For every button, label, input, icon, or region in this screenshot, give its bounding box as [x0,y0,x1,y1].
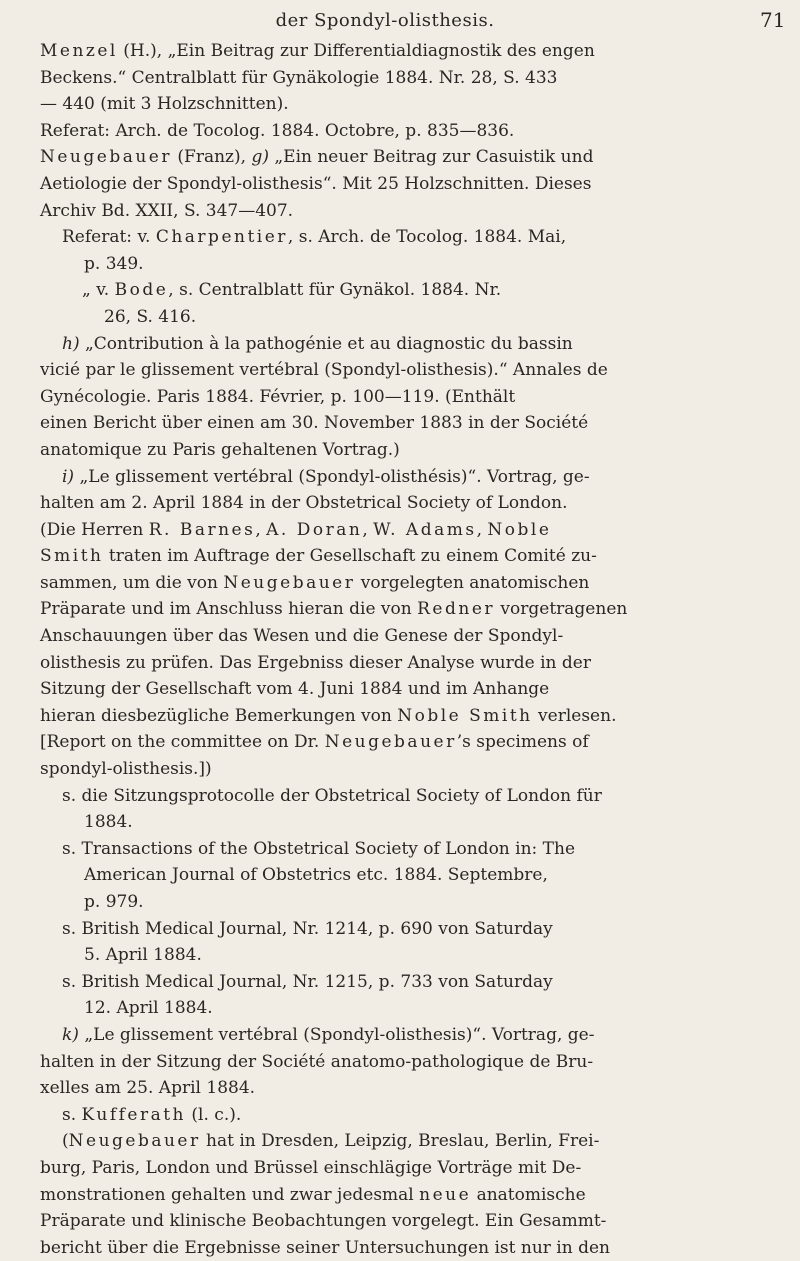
author-name: Neugebauer [40,147,172,168]
author-name: Menzel [40,41,118,61]
referat-bode: „ v. Bode, s. Centralblatt für Gynäkol. 1884. Nr. 26, S. 416. [82,280,502,327]
bibliography-entry-h: h) „Contribution à la pathogénie et au diagnostic du bassin [62,333,573,354]
entry-label: k) [62,1024,79,1045]
running-head: der Spondyl-olisthesis. [275,10,495,31]
bibliography-entry-k: k) „Le glissement vertébral (Spondyl-olisthesis)“. Vortrag, ge- [62,1024,595,1045]
bibliography-entry-menzel: Menzel (H.), „Ein Beitrag zur Differentialdiagnostik des engen Beckens.“ Centralblatt für Gynäkologie 1884. Nr. 28, S. 433 — 440 (mit 3 Holzschnitten). Referat: Arch. de Tocolog. 1884. Octobre, p. 835—836. [40,38,758,144]
page-body: Menzel (H.), „Ein Beitrag zur Differentialdiagnostik des engen Beckens.“ Centralblatt für Gynäkologie 1884. Nr. 28, S. 433 — 440 (mit 3 Holzschnitten). Referat: Arch. de Tocolog. 1884. Octobre, p. 835—836. Neugebauer (Franz), g) „Ein neuer Beitrag zur Casuistik und Aetiologie der Spondyl-olisthesis“. Mit 25 Holzschnitten. Dieses Archiv Bd. XXII, S. 347—407. Referat: v. Charpentier, s. Arch. de Tocolog. 1884. Mai, p. 349. „ v. Bode, s. Centralblatt für Gynäkol. 1884. Nr. 26, S. 416. h) „Contribution à la pathogénie et au diagnostic du bassin vicié par le glissement vertébral (Spondyl-olisthesis).“ Annales de Gynécologie. Paris 1884. Février, p. 100—119. (Enthält einen Bericht über einen am 30. November 1883 in der Société anatomique zu Paris gehaltenen Vortrag.) i) „Le glissement vertébral (Spondyl-olisthésis)“. Vortrag, ge- halten am 2. April 1884 in der Obstetrical Society of London. (Die Herren R. Barnes, A. Doran, W. Adams, Noble Smith traten im Auftrage der Gesellschaft zu einem Comité zu- sammen, um die von Neugebauer vorgelegten anatomischen Präparate und im Anschluss hieran die von Redner vorgetragenen Anschauungen über das Wesen und die Genese der Spondyl- olisthesis zu prüfen. Das Ergebniss dieser Analyse wurde in der Sitzung der Gesellschaft vom 4. Juni 1884 und im Anhange hieran diesbezügliche Bemerkungen von Noble Smith verlesen. [Report on the committee on Dr. Neugebauer’s specimens of spondyl-olisthesis.]) s. die Sitzungsprotocolle der Obstetrical Society of London für 1884. s. Transactions of the Obstetrical Society of London in: The American Journal of Obstetrics etc. 1884. Septembre, p. 979. s. British Medical Journal, Nr. 1214, p. 690 von Saturday 5. April 1884. s. British Medical Journal, Nr. 1215, p. 733 von Saturday 12. April 1884. k) „Le glissement vertébral (Spondyl-olisthesis)“. Vortrag, ge- halten in der Sitzung der Société anatomo-pathologique de Bru- xelles am 25. April 1884. s. Kufferath (l. c.). (Neugebauer hat in Dresden, Leipzig, Breslau, Berlin, Frei- burg, Paris, London und Brüssel einschlägige Vorträge mit De- monstrationen gehalten und zwar jedesmal neue anatomische Präparate und klinische Beobachtungen vorgelegt. Ein Gesammt- bericht über die Ergebnisse seiner Untersuchungen ist nur in den [40,38,758,1261]
bibliography-entry-i: i) „Le glissement vertébral (Spondyl-olisthésis)“. Vortrag, ge- [62,466,590,487]
see-reference: s. Kufferath (l. c.). [62,1104,242,1125]
bibliography-entry-neugebauer-g: Neugebauer (Franz), g) „Ein neuer Beitrag zur Casuistik und Aetiologie der Spondyl-olisthesis“. Mit 25 Holzschnitten. Dieses Archiv Bd. XXII, S. 347—407. [40,147,594,221]
closing-paragraph: (Neugebauer hat in Dresden, Leipzig, Breslau, Berlin, Frei- [62,1131,600,1152]
see-reference: s. Transactions of the Obstetrical Society of London in: The American Journal of Obstetrics etc. 1884. Septembre, p. 979. [62,838,576,912]
see-reference: s. die Sitzungsprotocolle der Obstetrical Society of London für 1884. [62,785,602,833]
entry-label: h) [62,333,80,354]
entry-label: g) [251,147,269,168]
referat-line: Referat: Arch. de Tocolog. 1884. Octobre, p. 835—836. [40,120,515,141]
entry-label: i) [62,466,75,487]
page-number: 71 [760,8,786,32]
referat-charpentier: Referat: v. Charpentier, s. Arch. de Tocolog. 1884. Mai, p. 349. [62,227,567,274]
see-reference: s. British Medical Journal, Nr. 1214, p. 690 von Saturday 5. April 1884. [62,918,553,966]
see-reference: s. British Medical Journal, Nr. 1215, p. 733 von Saturday 12. April 1884. [62,971,553,1019]
